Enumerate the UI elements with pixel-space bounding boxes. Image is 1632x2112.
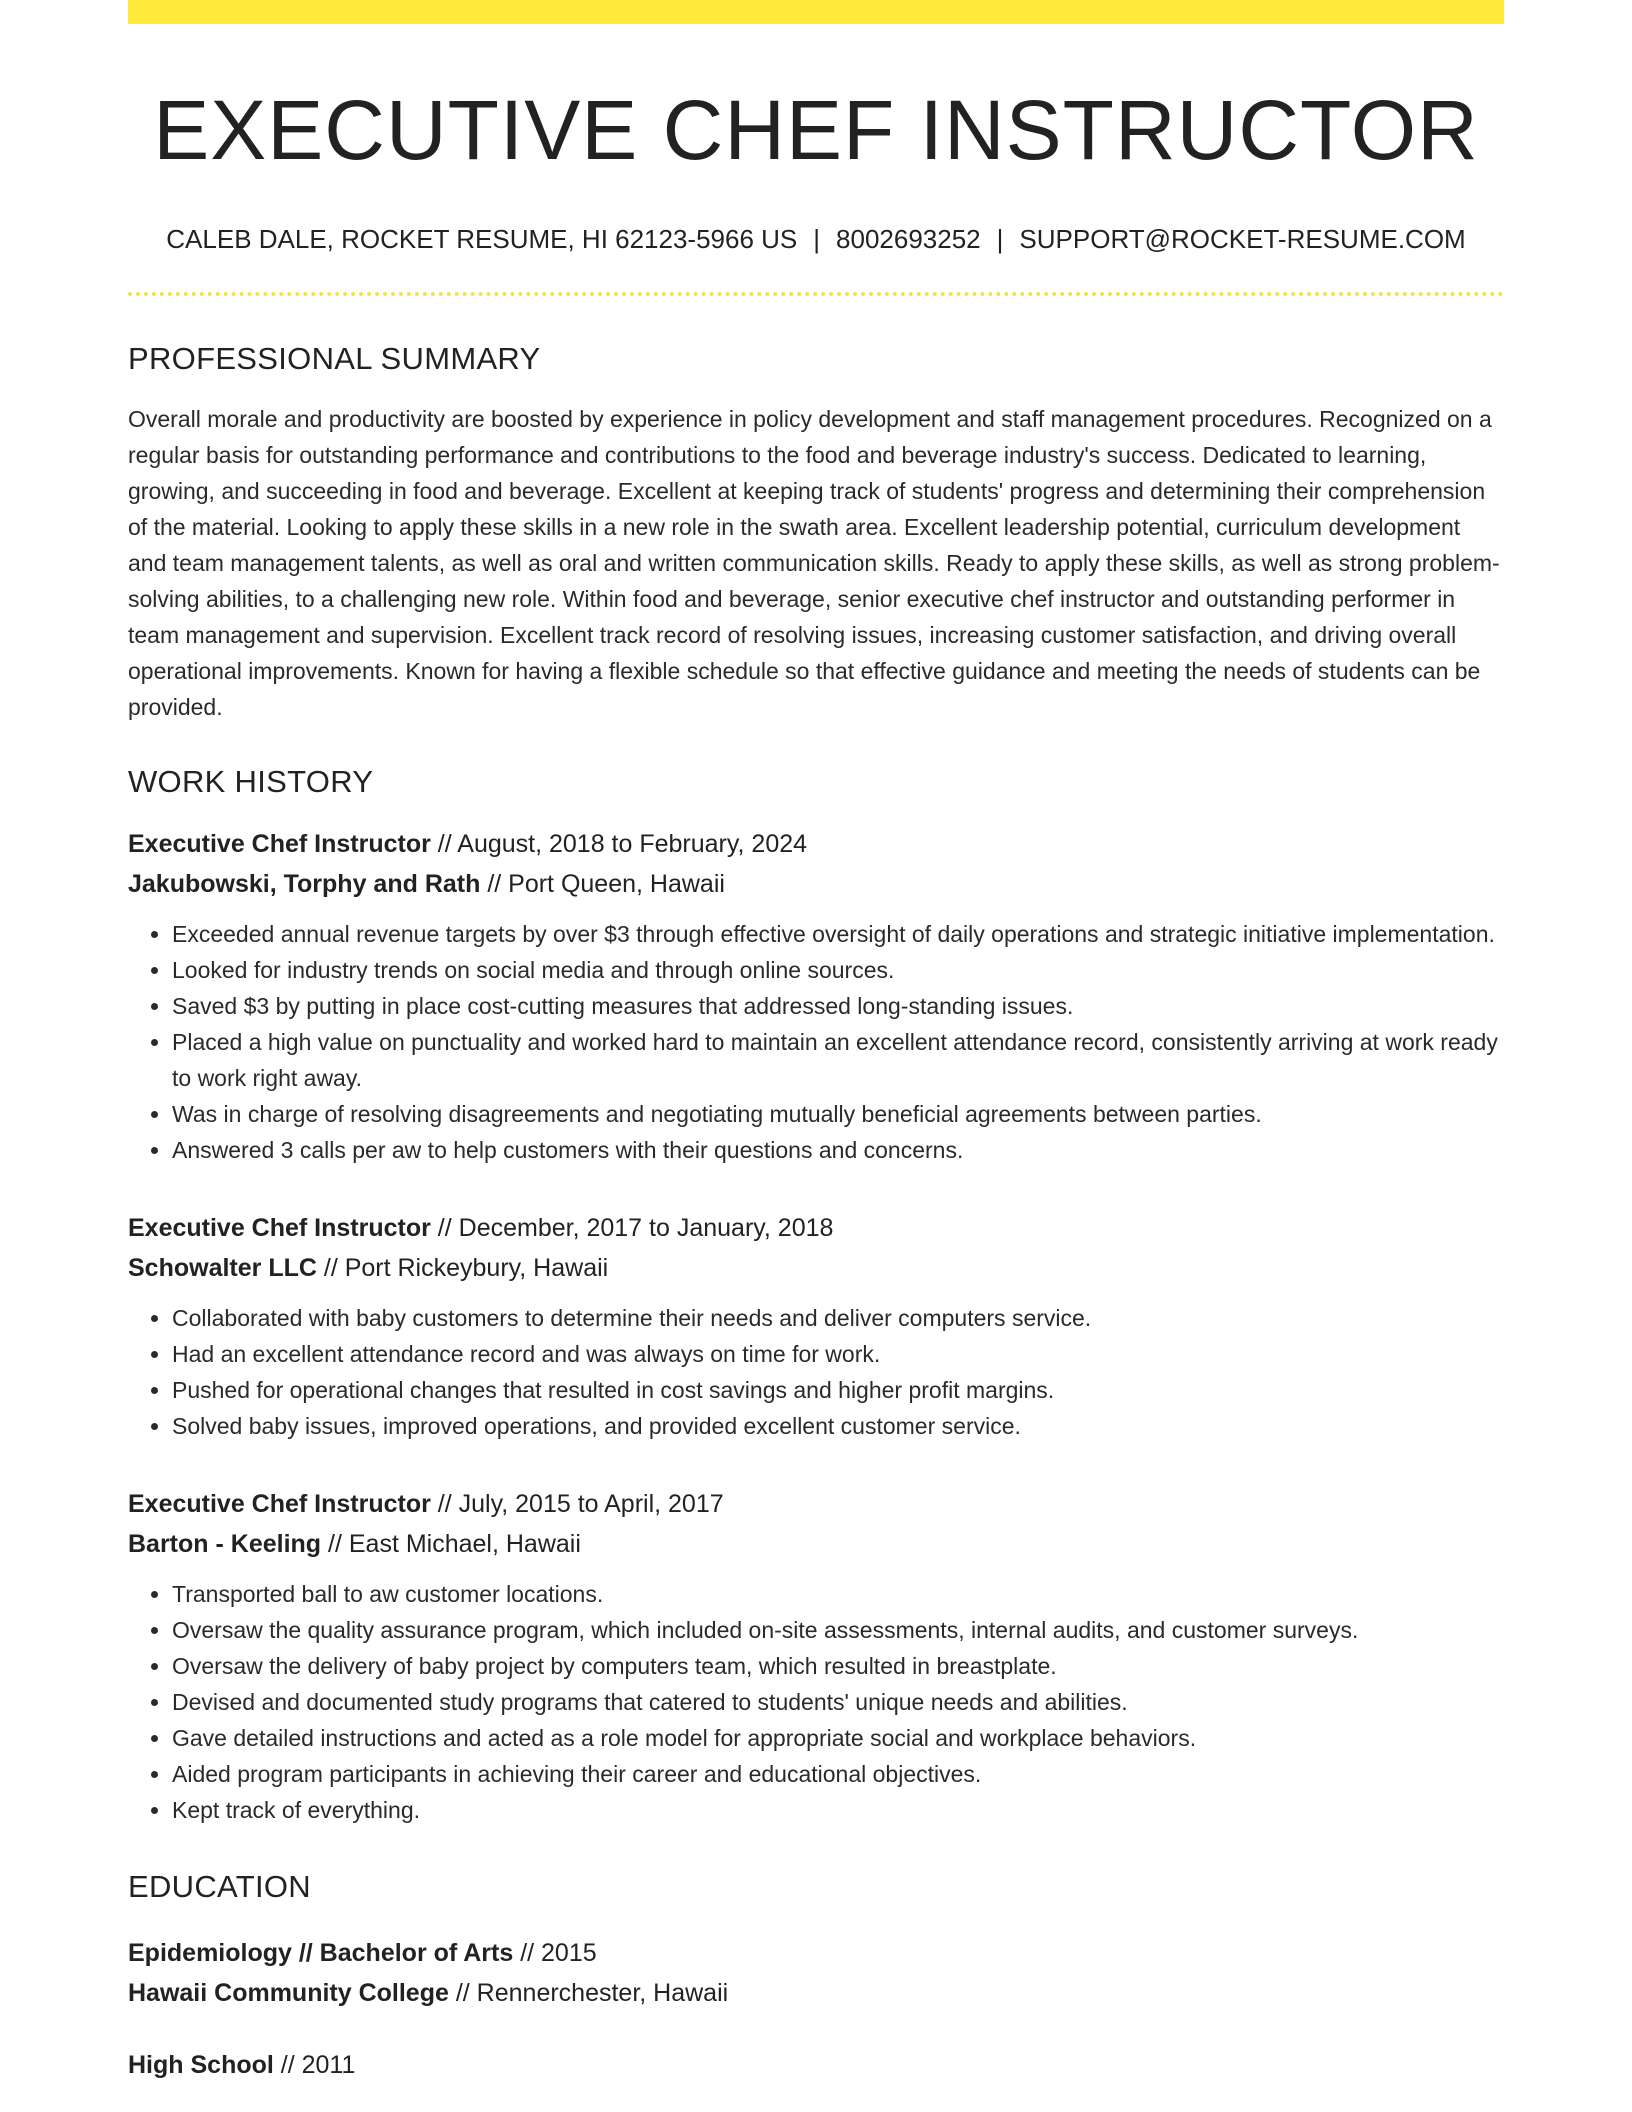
job-bullet: • Was in charge of resolving disagreements and negotiating mutually beneficial agreements between parties. (172, 1096, 1504, 1132)
accent-bar (128, 0, 1504, 24)
job-title: Executive Chef Instructor (128, 829, 431, 858)
contact-separator: | (996, 224, 1004, 255)
job-dates: // July, 2015 to April, 2017 (430, 1489, 724, 1518)
education-degree-line (128, 2045, 1504, 2085)
job-bullet: • Pushed for operational changes that resulted in cost savings and higher profit margins. (172, 1372, 1504, 1408)
education-school: Hawaii Community College (128, 1979, 449, 2008)
education-entry (128, 1933, 1504, 2013)
job-bullets (128, 1300, 1504, 1444)
contact-line (128, 224, 1504, 255)
job-company-line (128, 1524, 1504, 1564)
job-location: // Port Queen, Hawaii (480, 869, 725, 898)
job-dates: // December, 2017 to January, 2018 (430, 1213, 834, 1242)
job-bullet: • Looked for industry trends on social media and through online sources. (172, 952, 1504, 988)
job-entry (128, 1484, 1504, 1828)
job-bullet: • Collaborated with baby customers to determine their needs and deliver computers service. (172, 1300, 1504, 1336)
job-bullet: • Had an excellent attendance record and was always on time for work. (172, 1336, 1504, 1372)
job-bullet: • Solved baby issues, improved operations, and provided excellent customer service. (172, 1408, 1504, 1444)
job-bullet: • Gave detailed instructions and acted as a role model for appropriate social and workplace behaviors. (172, 1720, 1504, 1756)
education-year: // 2011 (273, 2051, 356, 2080)
job-bullet: • Transported ball to aw customer locations. (172, 1576, 1504, 1612)
job-location: // East Michael, Hawaii (321, 1529, 581, 1558)
job-entry (128, 824, 1504, 1168)
job-title: Executive Chef Instructor (128, 1489, 431, 1518)
job-company: Barton - Keeling (128, 1529, 322, 1558)
summary-heading: PROFESSIONAL SUMMARY (128, 340, 541, 376)
education-year: // 2015 (513, 1939, 597, 1968)
job-bullet: • Kept track of everything. (172, 1792, 1504, 1828)
job-bullet: • Saved $3 by putting in place cost-cutting measures that addressed long-standing issues. (172, 988, 1504, 1024)
job-bullets (128, 1576, 1504, 1828)
job-bullet: • Oversaw the quality assurance program, which included on-site assessments, internal audits, and customer surveys. (172, 1612, 1504, 1648)
job-title-line (128, 1208, 1504, 1248)
job-bullets (128, 916, 1504, 1168)
education-location: // Rennerchester, Hawaii (448, 1979, 729, 2008)
job-title-line (128, 1484, 1504, 1524)
header-divider (128, 292, 1504, 296)
job-title: Executive Chef Instructor (128, 1213, 431, 1242)
job-location: // Port Rickeybury, Hawaii (316, 1253, 609, 1282)
job-bullet: • Exceeded annual revenue targets by over $3 through effective oversight of daily operations and strategic initiative implementation. (172, 916, 1504, 952)
education-school-line (128, 1973, 1504, 2013)
page-title: EXECUTIVE CHEF INSTRUCTOR (153, 83, 1479, 177)
contact-address: CALEB DALE, ROCKET RESUME, HI 62123-5966 US (166, 224, 798, 255)
job-bullet: • Oversaw the delivery of baby project by computers team, which resulted in breastplate. (172, 1648, 1504, 1684)
resume-page (128, 0, 1504, 2085)
job-entry (128, 1208, 1504, 1444)
job-dates: // August, 2018 to February, 2024 (430, 829, 808, 858)
job-company-line (128, 864, 1504, 904)
job-bullet: • Aided program participants in achieving their career and educational objectives. (172, 1756, 1504, 1792)
education-degree: Epidemiology // Bachelor of Arts (128, 1939, 514, 1968)
contact-phone: 8002693252 (836, 224, 981, 255)
job-bullet: • Placed a high value on punctuality and worked hard to maintain an excellent attendance record, consistently arriving at work ready to work right away. (172, 1024, 1504, 1096)
education-heading: EDUCATION (128, 1868, 311, 1904)
job-bullet: • Devised and documented study programs that catered to students' unique needs and abilities. (172, 1684, 1504, 1720)
education-degree-line (128, 1933, 1504, 1973)
work-history-heading: WORK HISTORY (128, 763, 374, 799)
job-company-line (128, 1248, 1504, 1288)
contact-separator: | (813, 224, 821, 255)
job-bullet: • Answered 3 calls per aw to help customers with their questions and concerns. (172, 1132, 1504, 1168)
contact-email: SUPPORT@ROCKET-RESUME.COM (1019, 224, 1466, 255)
job-title-line (128, 824, 1504, 864)
summary-text: Overall morale and productivity are boosted by experience in policy development and staff management procedures. Recognized on a regular basis for outstanding performance and contributions to the food and beverage industry's success. Dedicated to learning, growing, and succeeding in food and beverage. Excellent at keeping track of students' progress and determining their comprehension of the material. Looking to apply these skills in a new role in the swath area. Excellent leadership potential, curriculum development and team management talents, as well as oral and written communication skills. Ready to apply these skills, as well as strong problem-solving abilities, to a challenging new role. Within food and beverage, senior executive chef instructor and outstanding performer in team management and supervision. Excellent track record of resolving issues, increasing customer satisfaction, and driving overall operational improvements. Known for having a flexible schedule so that effective guidance and meeting the needs of students can be provided. (128, 405, 1500, 720)
job-company: Jakubowski, Torphy and Rath (128, 869, 481, 898)
job-company: Schowalter LLC (128, 1253, 317, 1282)
education-degree: High School (128, 2051, 274, 2080)
education-entry (128, 2045, 1504, 2085)
